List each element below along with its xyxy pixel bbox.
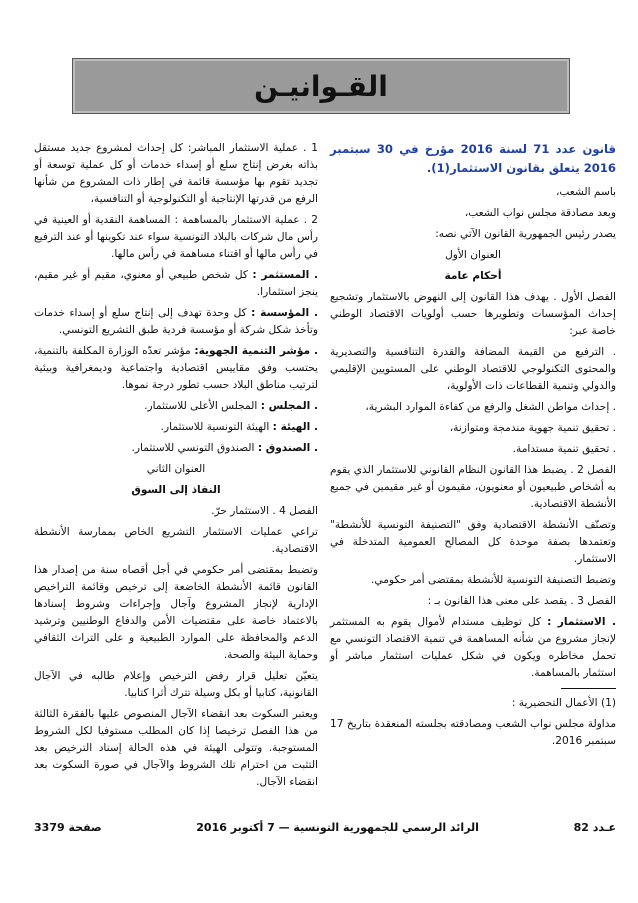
investment-text: كل توظيف مستدام لأموال يقوم به المستثمر لإنجاز مشروع من شأنه المساهمة في تنمية الاقتصاد التونسي مع تحمل مخاطره ويكون في شكل عمليات استثمار مباشر أو استثمار بالمساهمة.: [330, 616, 616, 679]
issue-number: عـدد 82: [573, 820, 616, 834]
participation-investment-definition: 2 . عملية الاستثمار بالمساهمة : المساهمة النقدية أو العينية في رأس مال شركات بالبلاد التونسية سواء عند تكوينها أو عند الترفيع في رأس مالها أو اقتناء مساهمة في رأس مالها.: [34, 214, 318, 260]
investor-term: . المستثمر :: [252, 269, 318, 281]
article-4-paragraph-1: تراعي عمليات الاستثمار التشريع الخاص بممارسة الأنشطة الاقتصادية.: [34, 526, 318, 555]
authority-definition: [34, 419, 318, 436]
direct-investment-definition: 1 . عملية الاستثمار المباشر: كل إحداث لمشروع جديد مستقل بذاته بغرض إنتاج سلع أو إسداء خدمات أو كل عملية توسعة أو تجديد تقوم بها مؤسسة قائمة في إطار ذات المشروع من شأنها الرفع من قدرتها الإنتاجية أو التكنولوجية أو التنافسية،: [34, 142, 318, 205]
section-title: القـوانيـن: [254, 69, 388, 103]
authority-text: الهيئة التونسية للاستثمار.: [160, 421, 270, 433]
investor-definition: [34, 267, 318, 301]
approval-line: وبعد مصادقة مجلس نواب الشعب،: [464, 207, 616, 219]
left-column: [34, 140, 318, 795]
page-footer: [34, 818, 616, 836]
people-name: باسم الشعب،: [555, 186, 616, 198]
fund-definition: [34, 440, 318, 457]
market-access-heading: النفاذ إلى السوق: [131, 484, 221, 496]
journal-title: الرائد الرسمي للجمهورية التونسية — 7 أكتوبر 2016: [196, 820, 479, 834]
general-provisions-heading: أحكام عامة: [444, 270, 502, 282]
article-4: الفصل 4 . الاستثمار حرّ.: [211, 505, 318, 517]
council-text: المجلس الأعلى للاستثمار.: [144, 400, 258, 412]
page-number: صفحة 3379: [34, 820, 102, 834]
article-2: الفصل 2 . يضبط هذا القانون النظام القانوني للاستثمار الذي يقوم به أشخاص طبيعيون أو معنويون، مقيمون أو غير مقيمين في جميع الأنشطة الاقتصادية.: [330, 464, 616, 510]
regional-index-definition: [34, 343, 318, 394]
article-4-paragraph-3: يتعيّن تعليل قرار رفض الترخيص وإعلام طالبه في الآجال القانونية، كتابيا أو بكل وسيلة تترك أثرا كتابيا.: [34, 670, 318, 699]
article-2-paragraph-2: وتصنّف الأنشطة الاقتصادية وفق "التصنيفة التونسية للأنشطة" وتعتمدها بصفة موحدة كل المصالح العمومية المتدخلة في الاستثمار.: [330, 519, 616, 565]
enterprise-text: كل وحدة تهدف إلى إنتاج سلع أو إسداء خدمات وتأخذ شكل شركة أو مؤسسة فردية طبق التشريع التونسي.: [34, 307, 318, 336]
article-3: الفصل 3 . يقصد على معنى هذا القانون بـ :: [427, 595, 616, 607]
investor-text: كل شخص طبيعي أو معنوي، مقيم أو غير مقيم، ينجز استثمارا.: [34, 269, 318, 298]
article-2-paragraph-3: وتضبط التصنيفة التونسية للأنشطة بمقتضى أمر حكومي.: [371, 574, 616, 586]
investment-term: . الاستثمار :: [547, 616, 617, 628]
footnote-divider: [561, 688, 616, 689]
enterprise-definition: [34, 305, 318, 339]
article-4-paragraph-2: وتضبط بمقتضى أمر حكومي في أجل أقصاه سنة من إصدار هذا القانون قائمة الأنشطة الخاضعة إلى ترخيص وقائمة التراخيص الإدارية لإنجاز المشروع وآجال وإجراءات وشروط إسنادها بالاعتماد خاصة على مقتضيات الأمن والدفاع الوطنيين وترشيد الدعم والمحافظة على الموارد الطبيعية و على التراث الثقافي وحماية البيئة والصحة.: [34, 564, 318, 661]
article-1-bullet-2: . إحداث مواطن الشغل والرفع من كفاءة الموارد البشرية،: [365, 401, 616, 413]
enterprise-term: . المؤسسة :: [251, 307, 318, 319]
regional-index-term: . مؤشر التنمية الجهوية:: [194, 345, 318, 357]
fund-term: . الصندوق :: [257, 442, 318, 454]
regional-index-text: مؤشر تعدّه الوزارة المكلفة بالتنمية، يحتسب وفق مقاييس اقتصادية واجتماعية وديمغرافية وبيئية لترتيب مناطق البلاد حسب تطور درجة نموها.: [34, 345, 318, 391]
section-banner: [72, 58, 570, 114]
footnote-text: مداولة مجلس نواب الشعب ومصادقته بجلسته المنعقدة بتاريخ 17 سبتمبر 2016.: [330, 718, 616, 747]
law-heading: قانون عدد 71 لسنة 2016 مؤرخ في 30 سبتمبر 2016 يتعلق بقانون الاستثمار(1).: [330, 142, 616, 175]
authority-term: . الهيئة :: [272, 421, 318, 433]
article-1-bullet-3: . تحقيق تنمية جهوية مندمجة ومتوازنة،: [449, 422, 616, 434]
investment-definition: [330, 614, 616, 682]
article-1: الفصل الأول . يهدف هذا القانون إلى النهوض بالاستثمار وتشجيع إحداث المؤسسات وتطويرها حسب أولويات الاقتصاد الوطني خاصة عبر:: [330, 291, 616, 337]
title-one: العنوان الأول: [445, 249, 501, 261]
council-term: . المجلس :: [260, 400, 318, 412]
promulgation-line: يصدر رئيس الجمهورية القانون الآتي نصه:: [435, 228, 616, 240]
footnote-label: (1) الأعمال التحضيرية :: [511, 697, 616, 709]
right-column: [330, 140, 616, 754]
council-definition: [34, 398, 318, 415]
article-1-bullet-4: . تحقيق تنمية مستدامة.: [512, 443, 616, 455]
title-two: العنوان الثاني: [146, 463, 206, 475]
fund-text: الصندوق التونسي للاستثمار.: [131, 442, 255, 454]
article-4-paragraph-4: ويعتبر السكوت بعد انقضاء الآجال المنصوص عليها بالفقرة الثالثة من هذا الفصل ترخيصا إذا كان المطلب مستوفيا لكل الشروط المستوجبة. وتتولى الهيئة في هذه الحالة إسناد الترخيص بعد التثبت من احترام تلك الشروط والآجال في صورة السكوت بعد انقضاء الآجال.: [34, 708, 318, 788]
article-1-bullet-1: . الترفيع من القيمة المضافة والقدرة التنافسية والتصديرية والمحتوى التكنولوجي للاقتصاد الوطني على المستويين الإقليمي والدولي وتنمية القطاعات ذات الأولوية،: [330, 346, 616, 392]
